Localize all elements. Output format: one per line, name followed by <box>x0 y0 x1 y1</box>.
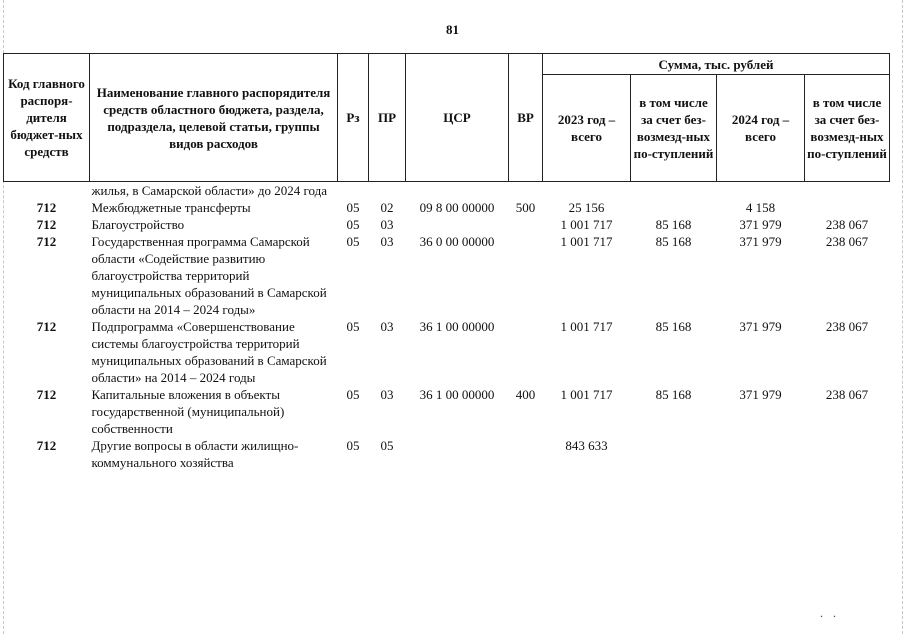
table-row <box>4 386 890 437</box>
row-name: Другие вопросы в области жилищно-коммунального хозяйства <box>91 438 299 470</box>
row-code: 712 <box>36 387 57 402</box>
row-2024-gratis <box>805 182 890 200</box>
row-rz: 05 <box>346 387 360 402</box>
row-pr: 03 <box>380 234 394 249</box>
row-name: Подпрограмма «Совершенствование системы благоустройства территорий муниципальных образований в Самарской области» на 2014 – 2024 годы <box>91 319 327 385</box>
row-2024-total: 371 979 <box>739 387 782 402</box>
row-2023-gratis <box>631 437 717 471</box>
scan-specks: .. <box>820 606 846 620</box>
row-rz: 05 <box>346 217 360 232</box>
row-vr <box>509 216 543 233</box>
row-code: 712 <box>36 200 57 215</box>
row-2023-gratis: 85 168 <box>655 319 692 334</box>
row-pr <box>369 182 406 200</box>
row-vr <box>509 318 543 386</box>
row-csr: 36 1 00 00000 <box>419 319 495 334</box>
row-csr <box>406 437 509 471</box>
table-body <box>4 182 890 472</box>
row-name: Межбюджетные трансферты <box>91 200 251 215</box>
row-name: Государственная программа Самарской области «Содействие развитию благоустройства территорий муниципальных образований в Самарской области на 2014 – 2024 годы» <box>91 234 327 317</box>
row-pr: 05 <box>380 438 394 453</box>
row-name: Капитальные вложения в объекты государственной (муниципальной) собственности <box>91 387 285 436</box>
row-2024-total <box>717 437 805 471</box>
row-name: жилья, в Самарской области» до 2024 года <box>91 183 328 198</box>
row-rz: 05 <box>346 438 360 453</box>
header-2024-total: 2024 год – всего <box>717 75 805 182</box>
row-code: 712 <box>36 438 57 453</box>
page-edge-right <box>902 0 903 634</box>
header-vr: ВР <box>509 54 543 182</box>
row-csr: 36 0 00 00000 <box>419 234 495 249</box>
table-row <box>4 318 890 386</box>
header-rz: Рз <box>338 54 369 182</box>
row-2023-gratis: 85 168 <box>655 387 692 402</box>
row-2023-total <box>543 182 631 200</box>
row-rz: 05 <box>346 319 360 334</box>
row-2024-gratis: 238 067 <box>825 387 869 402</box>
header-code: Код главного распоря-дителя бюджет-ных средств <box>4 54 90 182</box>
row-2023-total: 843 633 <box>565 438 608 453</box>
row-2023-total: 25 156 <box>568 200 605 215</box>
row-csr: 36 1 00 00000 <box>419 387 495 402</box>
row-2024-gratis: 238 067 <box>825 319 869 334</box>
header-csr: ЦСР <box>406 54 509 182</box>
row-vr: 400 <box>515 387 536 402</box>
row-pr: 03 <box>380 387 394 402</box>
table-row <box>4 437 890 471</box>
header-2023-total: 2023 год – всего <box>543 75 631 182</box>
row-pr: 03 <box>380 319 394 334</box>
header-name: Наименование главного распорядителя средств областного бюджета, раздела, подраздела, целевой статьи, группы видов расходов <box>90 54 338 182</box>
row-rz <box>338 182 369 200</box>
header-2024-gratis: в том числе за счет без-возмезд-ных по-ступлений <box>805 75 890 182</box>
row-2024-total: 371 979 <box>739 217 782 232</box>
row-2024-total: 4 158 <box>745 200 776 215</box>
row-2023-total: 1 001 717 <box>560 217 613 232</box>
row-2024-gratis <box>805 437 890 471</box>
header-2023-gratis: в том числе за счет без-возмезд-ных по-ступлений <box>631 75 717 182</box>
row-2023-total: 1 001 717 <box>560 319 613 334</box>
row-2024-total: 371 979 <box>739 234 782 249</box>
row-2024-gratis <box>805 199 890 216</box>
row-name: Благоустройство <box>91 217 185 232</box>
row-2024-total: 371 979 <box>739 319 782 334</box>
table-row <box>4 199 890 216</box>
row-vr <box>509 182 543 200</box>
row-rz: 05 <box>346 200 360 215</box>
row-2023-total: 1 001 717 <box>560 234 613 249</box>
row-code: 712 <box>36 217 57 232</box>
row-code: 712 <box>36 234 57 249</box>
row-2024-total <box>717 182 805 200</box>
budget-table <box>3 53 890 471</box>
header-sum-group: Сумма, тыс. рублей <box>543 54 890 75</box>
row-code: 712 <box>36 319 57 334</box>
row-2023-total: 1 001 717 <box>560 387 613 402</box>
header-pr: ПР <box>369 54 406 182</box>
row-csr <box>406 182 509 200</box>
row-2024-gratis: 238 067 <box>825 234 869 249</box>
row-pr: 02 <box>380 200 394 215</box>
row-code <box>4 182 90 200</box>
row-rz: 05 <box>346 234 360 249</box>
table-header <box>4 54 890 182</box>
row-2024-gratis: 238 067 <box>825 217 869 232</box>
page-number: 81 <box>446 22 459 37</box>
row-pr: 03 <box>380 217 394 232</box>
row-2023-gratis <box>631 199 717 216</box>
table-row <box>4 233 890 318</box>
row-2023-gratis <box>631 182 717 200</box>
row-2023-gratis: 85 168 <box>655 234 692 249</box>
row-2023-gratis: 85 168 <box>655 217 692 232</box>
row-vr: 500 <box>515 200 536 215</box>
table-row <box>4 182 890 200</box>
row-csr: 09 8 00 00000 <box>419 200 495 215</box>
row-csr <box>406 216 509 233</box>
table-row <box>4 216 890 233</box>
row-vr <box>509 437 543 471</box>
row-vr <box>509 233 543 318</box>
